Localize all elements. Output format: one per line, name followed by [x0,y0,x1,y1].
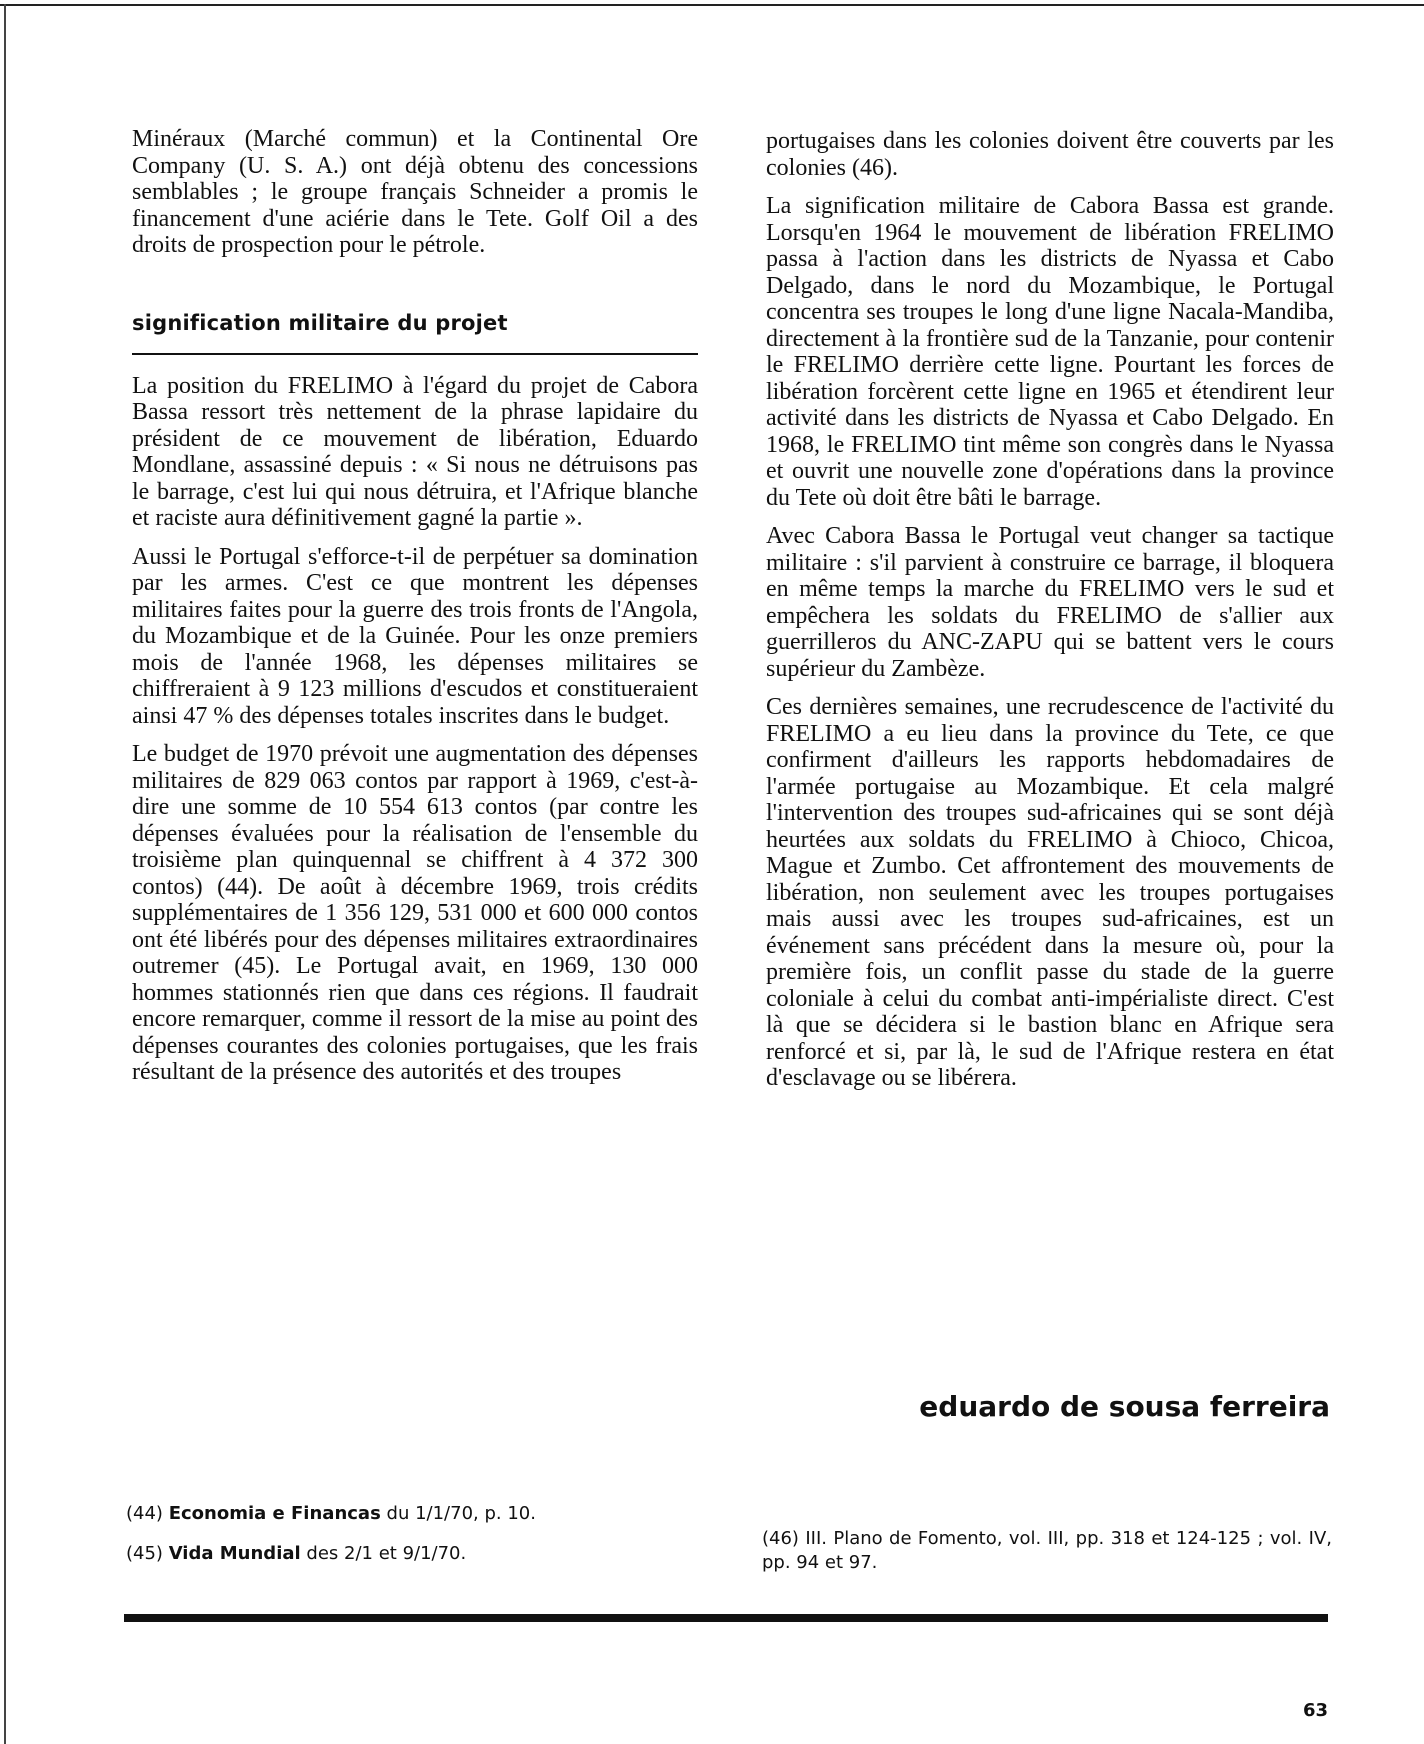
bottom-rule [124,1614,1328,1622]
footnote-44 [126,1502,686,1526]
section-heading: signification militaire du projet [132,310,508,335]
left-column [132,126,698,1098]
paragraph-recent-activity: Ces dernières semaines, une recrudescence de l'activité du FRELIMO a eu lieu dans la province du Tete, ce que confirment d'ailleurs les rapports hebdomadaires de l'armée portugaise au Mozambique. Et cela malgré l'intervention des troupes sud-africaines qui se sont déjà heurtées aux soldats du FRELIMO à Chioco, Chicoa, Mague et Zumbo. Cet affrontement des mouvements de libération, non seulement avec les troupes portugaises mais aussi avec les troupes sud-africaines, est un événement sans précédent dans la mesure où, pour la première fois, un conflit passe du stade de la guerre coloniale à celui du combat anti-impérialiste direct. C'est là que se décidera si le bastion blanc en Afrique sera renforcé et si, par là, le sud de l'Afrique restera en état d'esclavage ou se libérera. [766,694,1334,1091]
footnote-45 [126,1542,686,1566]
footnote-44-source: Economia e Financas [168,1503,381,1524]
footnotes-left [126,1502,686,1582]
right-column [766,128,1334,1104]
footnote-46: (46) III. Plano de Fomento, vol. III, pp. 318 et 124-125 ; vol. IV, pp. 94 et 97. [762,1528,1332,1573]
paragraph-military-significance: La signification militaire de Cabora Bassa est grande. Lorsqu'en 1964 le mouvement de libération FRELIMO passa à l'action dans les districts de Nyassa et Cabo Delgado, dans le nord du Mozambique, le Portugal concentra ses troupes le long d'une ligne Nacala-Mandiba, directement à la frontière sud de la Tanzanie, pour contenir le FRELIMO derrière cette ligne. Pourtant les forces de libération forcèrent cette ligne en 1965 et étendirent leur activité dans les districts de Nyassa et Cabo Delgado. En 1968, le FRELIMO tint même son congrès dans le Nyassa et ouvrit une nouvelle zone d'opérations dans la province du Tete où doit être bâti le barrage. [766,193,1334,511]
footnote-45-number: (45) [126,1543,163,1564]
paragraph-colonies-costs: portugaises dans les colonies doivent être couverts par les colonies (46). [766,128,1334,181]
intro-paragraph: Minéraux (Marché commun) et la Continental Ore Company (U. S. A.) ont déjà obtenu des concessions semblables ; le groupe français Schneider a promis le financement d'une aciérie dans le Tete. Golf Oil a des droits de prospection pour le pétrole. [132,126,698,258]
page-number: 63 [1302,1700,1328,1721]
page-frame-left-line [4,4,6,1744]
paragraph-military-spending: Aussi le Portugal s'efforce-t-il de perpétuer sa domination par les armes. C'est ce que montrent les dépenses militaires faites pour la guerre des trois fronts de l'Angola, du Mozambique et de la Guinée. Pour les onze premiers mois de l'année 1968, les dépenses militaires se chiffreraient à 9 123 millions d'escudos et constitueraient ainsi 47 % des dépenses totales inscrites dans le budget. [132,543,698,729]
author-signature: eduardo de sousa ferreira [919,1390,1330,1423]
footnote-45-detail: des 2/1 et 9/1/70. [306,1543,467,1564]
footnote-44-detail: du 1/1/70, p. 10. [386,1503,536,1524]
footnote-45-source: Vida Mundial [168,1543,301,1564]
paragraph-budget-1970: Le budget de 1970 prévoit une augmentation des dépenses militaires de 829 063 contos par rapport à 1969, c'est-à-dire une somme de 10 554 613 contos (par contre les dépenses évaluées pour la réalisation de l'ensemble du troisième plan quinquennal se chiffrent à 4 372 300 contos) (44). De août à décembre 1969, trois crédits supplémentaires de 1 356 129, 531 000 et 600 000 contos ont été libérés pour des dépenses militaires extraordinaires outremer (45). Le Portugal avait, en 1969, 130 000 hommes stationnés rien que dans ces régions. Il faudrait encore remarquer, comme il ressort de la mise au point des dépenses courantes des colonies portugaises, que les frais résultant de la présence des autorités et des troupes [132,741,698,1085]
page-frame-top-line [0,4,1424,6]
section-rule [132,353,698,355]
paragraph-tactics: Avec Cabora Bassa le Portugal veut changer sa tactique militaire : s'il parvient à construire ce barrage, il bloquera en même temps la marche du FRELIMO vers le sud et empêchera les soldats du FRELIMO de s'allier aux guerrilleros du ANC-ZAPU qui se battent vers le cours supérieur du Zambèze. [766,523,1334,682]
paragraph-frelimo-position: La position du FRELIMO à l'égard du projet de Cabora Bassa ressort très nettement de la phrase lapidaire du président de ce mouvement de libération, Eduardo Mondlane, assassiné depuis : « Si nous ne détruisons pas le barrage, c'est lui qui nous détruira, et l'Afrique blanche et raciste aura définitivement gagné la partie ». [132,372,698,531]
footnote-44-number: (44) [126,1503,163,1524]
footnotes-right [762,1527,1332,1575]
